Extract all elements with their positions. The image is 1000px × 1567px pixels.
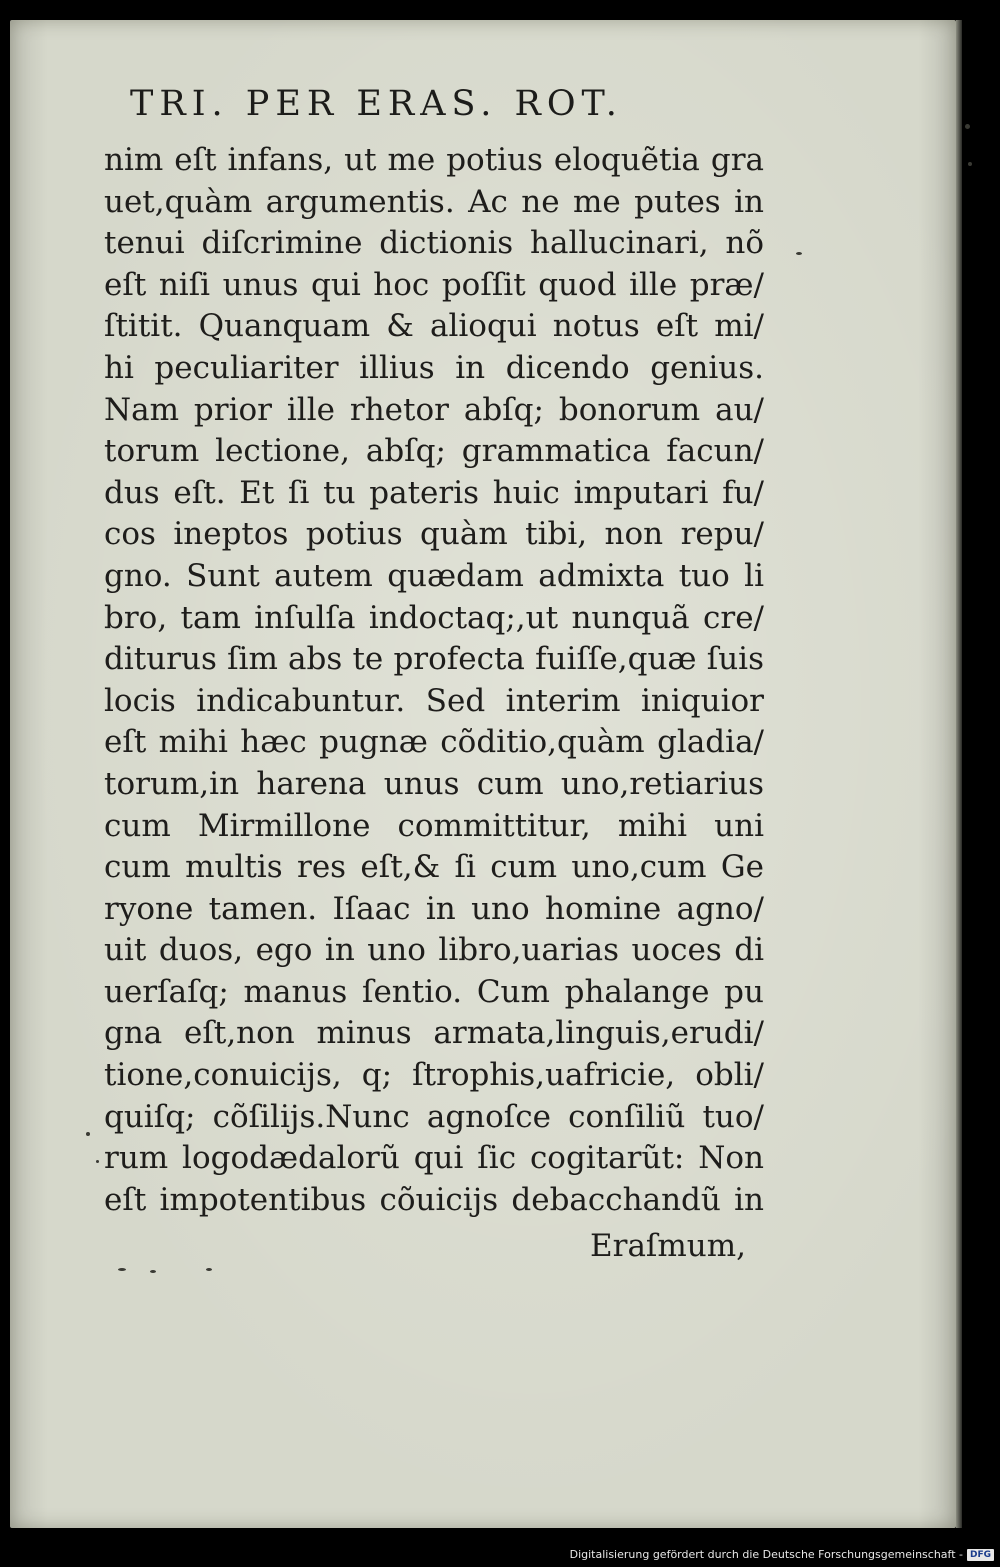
text-line: ryone tamen. Iſaac in uno homine agno/ bbox=[104, 890, 764, 927]
text-line: uet,quàm argumentis. Ac ne me putes in bbox=[104, 183, 764, 220]
credit-text: Digitalisierung gefördert durch die Deutsche Forschungsgemeinschaft - bbox=[569, 1548, 963, 1561]
text-line: locis indicabuntur. Sed interim iniquior bbox=[104, 682, 764, 719]
text-line: bro, tam inſulſa indoctaq;,ut nunquã cre/ bbox=[104, 599, 764, 636]
text-line: gno. Sunt autem quædam admixta tuo li bbox=[104, 557, 764, 594]
text-line: cos ineptos potius quàm tibi, non repu/ bbox=[104, 516, 764, 553]
text-line: torum lectione, abſq; grammatica facun/ bbox=[104, 433, 764, 470]
text-line: quiſq; cõſilijs.Nunc agnoſce conſiliũ tuo/ bbox=[104, 1098, 764, 1135]
text-line: rum logodædalorũ qui ſic cogitarũt: Non bbox=[104, 1140, 764, 1177]
text-line: eſt niſi unus qui hoc poſſit quod ille præ/ bbox=[104, 266, 764, 303]
text-line: torum,in harena unus cum uno,retiarius bbox=[104, 765, 764, 802]
text-line: ſtitit. Quanquam & alioqui notus eſt mi/ bbox=[104, 308, 764, 345]
digitization-credit bbox=[570, 1548, 994, 1561]
text-line: Nam prior ille rhetor abſq; bonorum au/ bbox=[104, 391, 764, 428]
text-line: eſt mihi hæc pugnæ cõditio,quàm gladia/ bbox=[104, 724, 764, 761]
text-line: hi peculiariter illius in dicendo genius. bbox=[104, 349, 764, 386]
text-line: tione,conuicijs, q; ſtrophis,uafricie, obli/ bbox=[104, 1057, 764, 1094]
text-line: uerſaſq; manus ſentio. Cum phalange pu bbox=[104, 973, 764, 1010]
running-head: TRI. PER ERAS. ROT. bbox=[130, 84, 623, 124]
text-line: tenui diſcrimine dictionis hallucinari, nõ bbox=[104, 225, 764, 262]
text-line: dus eſt. Et ſi tu pateris huic imputari fu/ bbox=[104, 474, 764, 511]
text-line: nim eſt infans, ut me potius eloquẽtia gra bbox=[104, 142, 764, 178]
text-line: cum Mirmillone committitur, mihi uni bbox=[104, 807, 764, 844]
body-text bbox=[104, 140, 764, 1221]
text-line: cum multis res eſt,& ſi cum uno,cum Ge bbox=[104, 849, 764, 886]
text-line: gna eſt,non minus armata,linguis,erudi/ bbox=[104, 1015, 764, 1052]
text-line: diturus ſim abs te profecta fuiſſe,quæ ſuis bbox=[104, 641, 764, 678]
page-edge bbox=[956, 20, 962, 1528]
dfg-logo-icon: DFG bbox=[967, 1549, 994, 1561]
text-line: uit duos, ego in uno libro,uarias uoces di bbox=[104, 932, 764, 969]
catchword: Eraſmum, bbox=[590, 1228, 747, 1264]
text-line: eſt impotentibus cõuicijs debacchandũ in bbox=[104, 1181, 764, 1218]
